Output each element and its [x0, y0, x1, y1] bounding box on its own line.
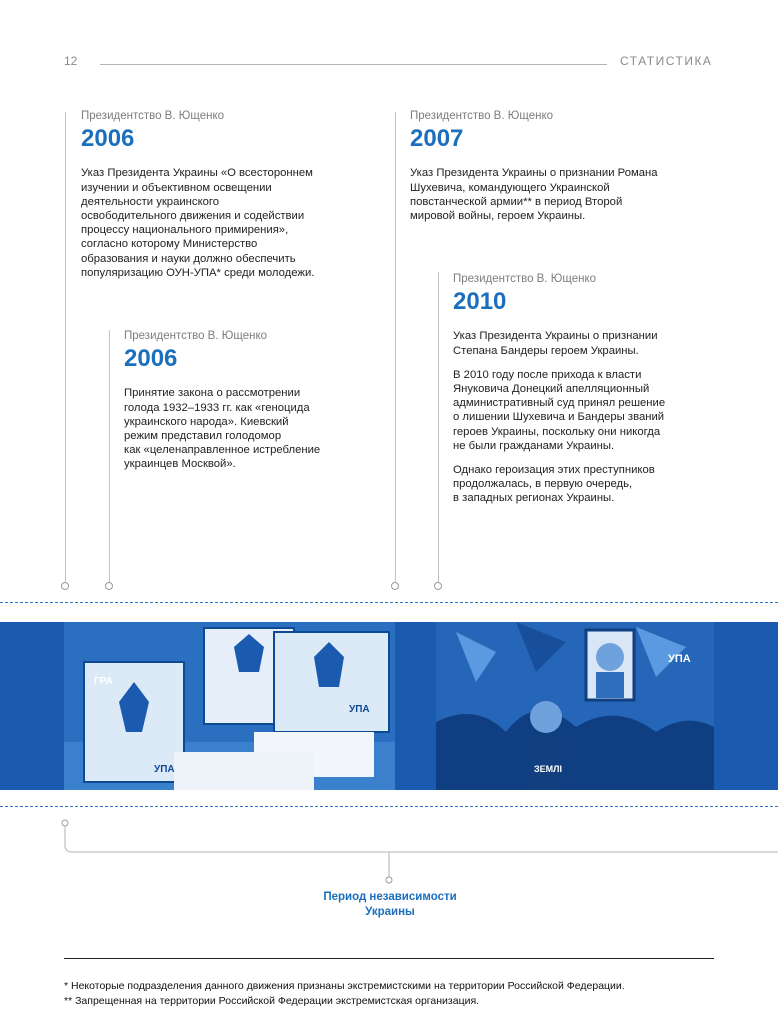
entry-era: Президентство В. Ющенко — [410, 110, 553, 122]
section-title: СТАТИСТИКА — [620, 54, 713, 68]
timeline-line-4 — [438, 272, 439, 582]
dashed-separator-top — [0, 602, 778, 603]
banner-text: УПА — [668, 653, 691, 665]
entry-text: Однако героизация этих преступников продолжалась, в первую очередь, в западных регионах Украины. — [453, 464, 655, 505]
entry-text: Принятие закона о рассмотрении голода 1932–1933 гг. как «геноцида украинского народа». Киевский режим представил голодомор как «целенаправленное истребление украинцев Москвой». — [124, 387, 321, 471]
page-number: 12 — [64, 54, 78, 68]
timeline-line-3 — [395, 112, 396, 582]
timeline-node-1 — [61, 582, 69, 590]
timeline-node-2 — [105, 582, 113, 590]
photo-upa-boxes — [64, 622, 395, 790]
entry-year: 2006 — [124, 345, 178, 372]
footer-divider — [64, 958, 714, 959]
timeline-line-2 — [109, 330, 110, 582]
entry-text: Указ Президента Украины о признании Романа Шухевича, командующего Украинской повстанческой армии** в период Второй мировой войны, героем Украины. — [410, 167, 658, 222]
entry-era: Президентство В. Ющенко — [124, 330, 267, 342]
timeline-node-3 — [391, 582, 399, 590]
box-label-3: УПА — [349, 704, 370, 715]
shirt-text: ЗЕМЛІ — [534, 764, 562, 774]
box-label-1: ГРА — [94, 676, 113, 687]
period-label: Период независимости Украины — [323, 891, 457, 918]
timeline-entry-2007 — [410, 110, 740, 233]
header-divider — [100, 64, 607, 65]
box-label-2: УПА — [154, 764, 175, 775]
entry-year: 2006 — [81, 125, 135, 152]
timeline-entry-2006-law — [124, 330, 384, 482]
dashed-separator-bottom — [0, 806, 778, 807]
photo-march-portrait — [436, 622, 714, 790]
entry-text: В 2010 году после прихода к власти Януковича Донецкий апелляционный административный суд принял решение о лишении Шухевича и Бандеры званий героев Украины, поскольку они никогда не были гражданами Украины. — [453, 368, 666, 452]
period-brace — [0, 815, 778, 890]
entry-text: Указ Президента Украины «О всестороннем изучении и объективном освещении деятельности украинского освободительного движения и содействии процессу национального примирения», согласно которому Министерство образования и науки должно обеспечить популяризацию ОУН-УПА* среди молодежи. — [81, 167, 315, 279]
entry-year: 2010 — [453, 288, 507, 315]
footnote-1: * Некоторые подразделения данного движения признаны экстремистскими на территории Российской Федерации. — [64, 980, 625, 992]
entry-era: Президентство В. Ющенко — [81, 110, 224, 122]
timeline-line-1 — [65, 112, 66, 582]
timeline-entry-2006-decree — [81, 110, 381, 290]
footnote-2: ** Запрещенная на территории Российской Федерации экстремистская организация. — [64, 995, 480, 1007]
entry-year: 2007 — [410, 125, 464, 152]
entry-text: Указ Президента Украины о признании Степана Бандеры героем Украины. — [453, 330, 658, 357]
timeline-node-4 — [434, 582, 442, 590]
entry-era: Президентство В. Ющенко — [453, 273, 596, 285]
timeline-entry-2010 — [453, 273, 743, 516]
